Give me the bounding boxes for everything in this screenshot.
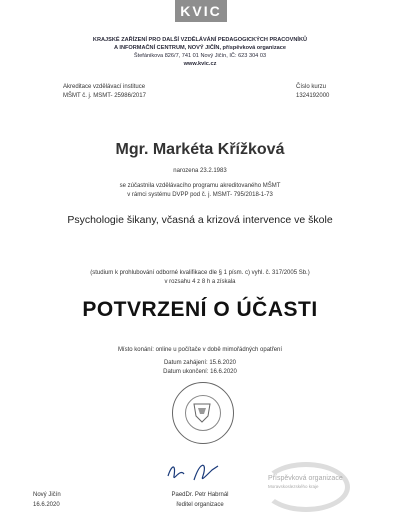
place-of-event: Místo konání: online u počítače v době mimořádných opatření	[117, 347, 283, 353]
study-line-1: (studium k prohlubování odborné kvalifikace dle § 1 písm. c) vyhl. č. 317/2005 Sb.)	[90, 270, 310, 276]
kvic-logo: KVIC	[175, 0, 227, 22]
accreditation-value: MŠMT č. j. MSMT- 25986/2017	[63, 93, 146, 99]
study-line-2: v rozsahu 4 z 8 h a získala	[164, 279, 236, 285]
course-number-label: Číslo kurzu	[296, 84, 327, 90]
organization-name: Příspěvková organizace	[268, 475, 343, 482]
organization-region: Moravskoslezského kraje	[268, 484, 319, 489]
start-date: Datum zahájení: 15.6.2020	[163, 360, 237, 366]
program-line-1: se zúčastnila vzdělávacího programu akreditovaného MŠMT	[119, 183, 281, 189]
signature	[160, 458, 230, 488]
official-stamp	[172, 382, 234, 444]
certificate-title: POTVRZENÍ O ÚČASTI	[82, 298, 318, 321]
header-address: Štefánikova 826/7, 741 01 Nový Jičín, IČ: 623 304 03	[133, 53, 267, 59]
signatory-name: PaedDr. Petr Habrnál	[171, 492, 229, 498]
footer-date: 16.6.2020	[33, 502, 60, 508]
accreditation-label: Akreditace vzdělávací instituce	[63, 84, 146, 90]
header-line-1: KRAJSKÉ ZAŘÍZENÍ PRO DALŠÍ VZDĚLÁVÁNÍ PEDAGOGICKÝCH PRACOVNÍKŮ	[92, 37, 308, 43]
header-line-2: A INFORMAČNÍ CENTRUM, NOVÝ JIČÍN, příspěvková organizace	[114, 45, 286, 51]
participant-birth: narozena 23.2.1983	[173, 168, 227, 174]
footer-city: Nový Jičín	[33, 492, 61, 498]
participant-name: Mgr. Markéta Křížková	[115, 141, 285, 158]
course-title: Psychologie šikany, včasná a krizová intervence ve škole	[67, 214, 333, 226]
signatory-role: ředitel organizace	[176, 502, 224, 508]
header-web: www.kvic.cz	[183, 61, 217, 67]
course-number-value: 1324192000	[296, 93, 330, 99]
program-line-2: v rámci systému DVPP pod č. j. MSMT- 795/2018-1-73	[127, 192, 273, 198]
end-date: Datum ukončení: 16.6.2020	[163, 369, 237, 375]
